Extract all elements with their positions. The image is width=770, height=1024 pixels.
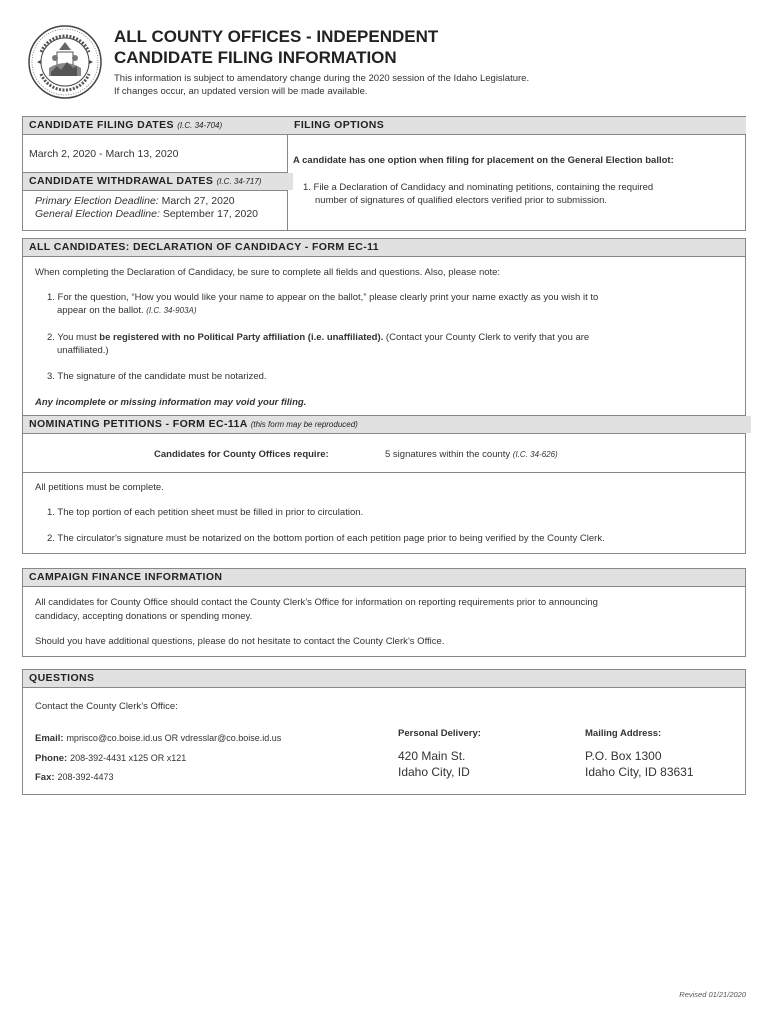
filing-option-1-line-1: 1. File a Declaration of Candidacy and nominating petitions, containing the required <box>303 182 654 193</box>
filing-options-heading: FILING OPTIONS <box>294 119 385 131</box>
delivery-line-1: 420 Main St. <box>398 749 466 763</box>
filing-dates-cite: (I.C. 34-704) <box>177 121 223 130</box>
fax-row <box>35 770 114 785</box>
page-title <box>114 26 438 68</box>
finance-line-2: candidacy, accepting donations or spending money. <box>35 611 253 622</box>
petitions-requirement <box>385 448 558 462</box>
declaration-item-2-pre: 2. You must <box>47 332 100 343</box>
amendment-note <box>114 72 529 98</box>
withdrawal-cite: (I.C. 34-717) <box>216 177 262 186</box>
mailing-line-1: P.O. Box 1300 <box>585 749 662 763</box>
petitions-item-1: 1. The top portion of each petition sheet must be filled in prior to circulation. <box>47 507 364 518</box>
finance-line-1: All candidates for County Office should contact the County Clerk’s Office for information on reporting requirements prior to announcing <box>35 597 598 608</box>
filing-options-lead: A candidate has one option when filing for placement on the General Election ballot: <box>293 155 674 166</box>
declaration-item-2-post: (Contact your County Clerk to verify that you are <box>383 332 590 343</box>
declaration-item-1-line-2 <box>57 304 197 318</box>
filing-option-1-line-2: number of signatures of qualified electors verified prior to submission. <box>315 195 608 206</box>
finance-line-3: Should you have additional questions, please do not hesitate to contact the County Clerk’s Office. <box>35 636 445 647</box>
petitions-intro: All petitions must be complete. <box>35 482 164 493</box>
questions-intro: Contact the County Clerk’s Office: <box>35 701 178 712</box>
primary-deadline-label: Primary Election Deadline: <box>35 195 159 207</box>
primary-deadline <box>35 194 235 208</box>
petitions-requirement-label: Candidates for County Offices require: <box>154 449 329 460</box>
petitions-requirement-cite: (I.C. 34-626) <box>512 450 558 459</box>
petitions-heading-note: (this form may be reproduced) <box>250 420 358 429</box>
phone-label: Phone: <box>35 753 68 764</box>
idaho-state-seal-icon <box>27 24 103 100</box>
declaration-item-1-cite: (I.C. 34-903A) <box>146 306 197 315</box>
fax-label: Fax: <box>35 772 55 783</box>
declaration-item-3: 3. The signature of the candidate must be notarized. <box>47 371 267 382</box>
filing-options-header <box>288 117 746 134</box>
filing-dates-heading: CANDIDATE FILING DATES <box>29 119 174 131</box>
questions-section <box>22 669 746 795</box>
questions-header <box>23 670 745 687</box>
title-line-1: ALL COUNTY OFFICES - INDEPENDENT <box>114 27 439 46</box>
general-deadline-value: September 17, 2020 <box>162 208 258 220</box>
finance-heading: CAMPAIGN FINANCE INFORMATION <box>29 571 223 583</box>
declaration-heading: ALL CANDIDATES: DECLARATION OF CANDIDACY - FORM EC-11 <box>29 241 380 253</box>
mailing-line-2: Idaho City, ID 83631 <box>585 765 694 779</box>
email-value[interactable]: mprisco@co.boise.id.us OR vdresslar@co.boise.id.us <box>66 733 282 743</box>
petitions-header <box>23 416 751 433</box>
declaration-section <box>22 238 746 554</box>
petitions-requirement-value: 5 signatures within the county <box>385 449 511 460</box>
delivery-label: Personal Delivery: <box>398 728 481 739</box>
withdrawal-header <box>23 173 293 190</box>
declaration-item-1-text: appear on the ballot. <box>57 305 144 316</box>
email-row <box>35 731 281 746</box>
general-deadline <box>35 207 258 221</box>
delivery-line-2: Idaho City, ID <box>398 765 470 779</box>
primary-deadline-value: March 27, 2020 <box>161 195 235 207</box>
declaration-intro: When completing the Declaration of Candidacy, be sure to complete all fields and questions. Also, please note: <box>35 267 501 278</box>
phone-row <box>35 751 186 766</box>
petitions-item-2: 2. The circulator's signature must be notarized on the bottom portion of each petition page prior to being verified by the County Clerk. <box>47 533 605 544</box>
questions-heading: QUESTIONS <box>29 672 95 684</box>
declaration-item-1-line-1: 1. For the question, “How you would like your name to appear on the ballot,” please clearly print your name exactly as you wish it to <box>47 292 599 303</box>
filing-dates-value: March 2, 2020 - March 13, 2020 <box>29 148 179 160</box>
declaration-item-2-bold: be registered with no Political Party affiliation (i.e. unaffiliated). <box>99 332 384 343</box>
declaration-item-2-line-2: unaffiliated.) <box>57 345 109 356</box>
petitions-heading: NOMINATING PETITIONS - FORM EC-11A <box>29 418 248 430</box>
filing-dates-header <box>23 117 293 134</box>
amendment-note-line-2: If changes occur, an updated version will be made available. <box>114 86 368 97</box>
fax-value: 208-392-4473 <box>57 772 114 782</box>
general-deadline-label: General Election Deadline: <box>35 208 160 220</box>
withdrawal-heading: CANDIDATE WITHDRAWAL DATES <box>29 175 214 187</box>
finance-header <box>23 569 745 586</box>
declaration-item-2-line-1 <box>47 331 589 345</box>
email-label: Email: <box>35 733 64 744</box>
title-line-2: CANDIDATE FILING INFORMATION <box>114 48 397 67</box>
finance-section <box>22 568 746 657</box>
revised-date: Revised 01/21/2020 <box>679 990 746 999</box>
filing-section <box>22 116 746 231</box>
amendment-note-line-1: This information is subject to amendatory change during the 2020 session of the Idaho Legislature. <box>114 73 530 84</box>
declaration-header <box>23 239 745 256</box>
phone-value: 208-392-4431 x125 OR x121 <box>70 753 187 763</box>
declaration-warning: Any incomplete or missing information may void your filing. <box>35 397 307 408</box>
mailing-label: Mailing Address: <box>585 728 662 739</box>
